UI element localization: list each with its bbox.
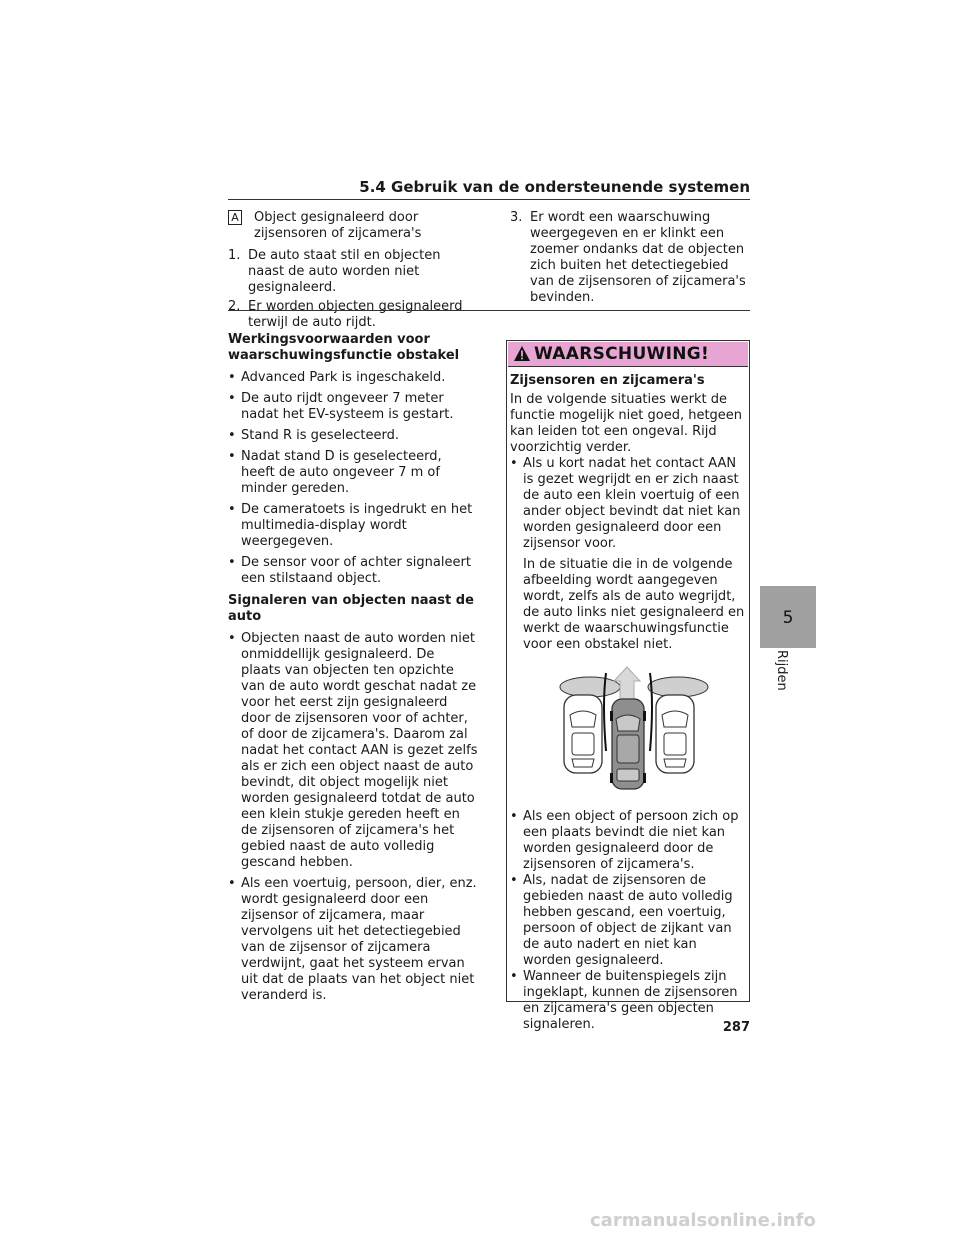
list-item: • De auto rijdt ongeveer 7 meter nadat het EV-systeem is gestart. xyxy=(228,391,454,422)
signal-heading: Signaleren van objecten naast de auto xyxy=(228,593,474,624)
box-letter-a: A xyxy=(228,210,242,225)
list-item: • Als een voertuig, persoon, dier, enz. wordt gesignaleerd door een zijsensor of zijcamera, maar vervolgens uit het detectiegebied van de zijsensor of zijcamera verdwijnt, gaat het systeem ervan uit dat de plaats van het object niet veranderd is. xyxy=(228,876,477,1003)
header-rule xyxy=(228,199,750,200)
conditions-list xyxy=(228,370,478,587)
page-number: 287 xyxy=(722,1020,750,1035)
parking-illustration xyxy=(510,663,746,803)
section-header: 5.4 Gebruik van de ondersteunende systemen xyxy=(359,178,750,196)
step-list-left xyxy=(228,248,478,331)
box-a-title: Object gesignaleerd door zijsensoren of zijcamera's xyxy=(254,210,422,241)
chapter-label: Rijden xyxy=(774,650,789,691)
top-left-column xyxy=(228,210,478,334)
warning-item-extra: In de situatie die in de volgende afbeelding wordt aangegeven wordt, zelfs als de auto wegrijdt, de auto links niet gesignaleerd en werkt de waarschuwingsfunctie voor een obstakel niet. xyxy=(523,557,745,652)
conditions-heading: Werkingsvoorwaarden voor waarschuwingsfunctie obstakel xyxy=(228,332,460,363)
warning-list-first xyxy=(510,456,746,653)
step-item: 1. De auto staat stil en objecten naast de auto worden niet gesignaleerd. xyxy=(228,248,441,295)
step-list-right xyxy=(510,210,748,306)
chapter-number: 5 xyxy=(782,608,794,628)
list-item: • Nadat stand D is geselecteerd, heeft de auto ongeveer 7 m of minder gereden. xyxy=(228,449,442,496)
signal-list xyxy=(228,631,478,1004)
step-item: 3. Er wordt een waarschuwing weergegeven en er klinkt een zoemer ondanks dat de objecten zich buiten het detectiegebied van de zijsensoren of zijcamera's bevinden. xyxy=(510,210,746,305)
list-item: • Advanced Park is ingeschakeld. xyxy=(228,370,446,385)
list-item: • Als, nadat de zijsensoren de gebieden naast de auto volledig hebben gescand, een voertuig, persoon of object de zijkant van de auto nadert en niet kan worden gesignaleerd. xyxy=(510,873,733,968)
warning-intro: In de volgende situaties werkt de functie mogelijk niet goed, hetgeen kan leiden tot een ongeval. Rijd voorzichtig verder. xyxy=(510,392,743,455)
watermark: carmanualsonline.info xyxy=(590,1210,816,1231)
car-right-icon xyxy=(656,695,694,773)
list-item: • Objecten naast de auto worden niet onmiddellijk gesignaleerd. De plaats van objecten ten opzichte van de auto wordt geschat nadat ze voor het eerst zijn gesignaleerd door de zijsensoren voor of achter, of door de zijcamera's. Daarom zal nadat het contact AAN is gezet zelfs als er zich een object naast de auto bevindt, dit object mogelijk niet worden gesignaleerd totdat de auto een klein stukje gereden heeft en de zijsensoren of zijcamera's het gebied naast de auto volledig gescand hebben. xyxy=(228,631,478,870)
list-item: • Stand R is geselecteerd. xyxy=(228,428,399,443)
list-item: • De cameratoets is ingedrukt en het multimedia-display wordt weergegeven. xyxy=(228,502,473,549)
box-a-caption xyxy=(228,210,478,242)
list-item: • Als een object of persoon zich op een plaats bevindt die niet kan worden gesignaleerd door de zijsensoren of zijcamera's. xyxy=(510,809,739,872)
warning-subtitle: Zijsensoren en zijcamera's xyxy=(510,373,705,388)
list-item: • Als u kort nadat het contact AAN is gezet wegrijdt en er zich naast de auto een klein voertuig of een ander object bevindt dat niet kan worden gesignaleerd door een zijsensor voor. In de situatie die in de volgende afbeelding wordt aangegeven wordt, zelfs als de auto wegrijdt, de auto links niet gesignaleerd en werkt de waarschuwingsfunctie voor een obstakel niet. xyxy=(510,456,745,652)
step-item: 2. Er worden objecten gesignaleerd terwijl de auto rijdt. xyxy=(228,299,463,330)
warning-list-second xyxy=(510,809,746,1033)
list-item: • De sensor voor of achter signaleert een stilstaand object. xyxy=(228,555,471,586)
warning-body xyxy=(510,373,746,1033)
warning-header xyxy=(508,342,748,367)
warning-title: WAARSCHUWING! xyxy=(534,344,710,364)
car-left-icon xyxy=(564,695,602,773)
top-right-column xyxy=(510,210,748,309)
left-column xyxy=(228,332,478,1009)
section-rule xyxy=(228,310,750,311)
warning-triangle-icon xyxy=(513,345,531,362)
list-item: • Wanneer de buitenspiegels zijn ingeklapt, kunnen de zijsensoren en zijcamera's geen objecten signaleren. xyxy=(510,969,738,1032)
